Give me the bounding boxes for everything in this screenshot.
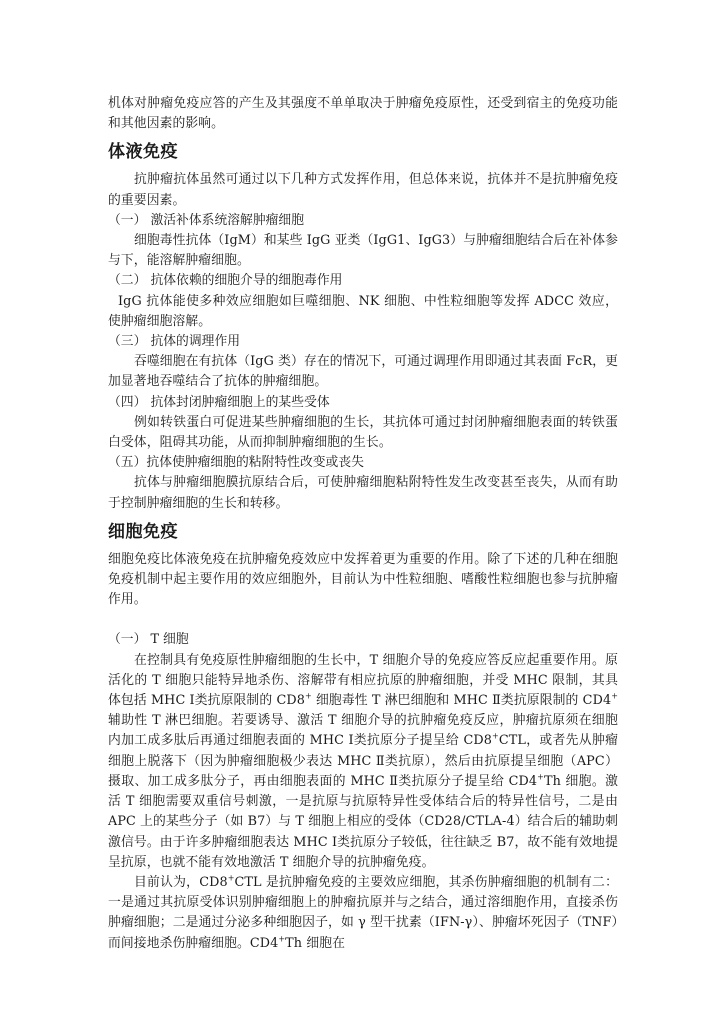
humoral-item-2-title: （二） 抗体依赖的细胞介导的细胞毒作用 xyxy=(108,273,343,289)
humoral-item-3-body: 吞噬细胞在有抗体（IgG 类）存在的情况下，可通过调理作用即通过其表面 FcR，更加显著地吞噬结合了抗体的肿瘤细胞。 xyxy=(108,354,618,390)
tcell-paragraph-1 xyxy=(108,651,618,873)
superscript-plus: + xyxy=(304,691,312,701)
section-heading-cellular: 细胞免疫 xyxy=(108,521,178,542)
humoral-item-4-title: （四） 抗体封闭肿瘤细胞上的某些受体 xyxy=(108,394,330,410)
cellular-lead-paragraph: 细胞免疫比体液免疫在抗肿瘤免疫效应中发挥着更为重要的作用。除了下述的几种在细胞免疫机制中起主要作用的效应细胞外，目前认为中性粒细胞、嗜酸性粒细胞也参与抗肿瘤作用。 xyxy=(108,551,618,608)
section-heading-humoral: 体液免疫 xyxy=(108,142,178,163)
tcell-p2-part-a: 目前认为，CD8 xyxy=(134,874,228,890)
tcell-p1-part-a: 在控制具有免疫原性肿瘤细胞的生长中，T 细胞介导的免疫应答反应起重要作用。原活化的 T 细胞只能特异地杀伤、溶解带有相应抗原的肿瘤细胞，并受 MHC 限制，其具体包括 MHC Ⅰ类抗原限制的 CD8 xyxy=(108,652,618,709)
humoral-item-5-title: （五）抗体使肿瘤细胞的粘附特性改变或丧失 xyxy=(108,455,364,471)
superscript-plus: + xyxy=(278,934,286,944)
tcell-p1-part-e: Th 细胞。激活 T 细胞需要双重信号刺激，一是抗原与抗原特异性受体结合后的特异性信号，二是由 APC 上的某些分子（如 B7）与 T 细胞上相应的受体（CD28/CTLA-4）结合后的辅助刺激信号。由于许多肿瘤细胞表达 MHC Ⅰ类抗原分子较低，往往缺乏 B7，故不能有效地提呈抗原，也就不能有效地激活 T 细胞介导的抗肿瘤免疫。 xyxy=(108,773,619,870)
tcell-p2-part-b: CTL 是抗肿瘤免疫的主要效应细胞，其杀伤肿瘤细胞的机制有二：一是通过其抗原受体识别肿瘤细胞上的肿瘤抗原并与之结合，通过溶细胞作用，直接杀伤肿瘤细胞；二是通过分泌多种细胞因子，如 γ 型干扰素（IFN-γ）、肿瘤坏死因子（TNF）而间接地杀伤肿瘤细胞。CD4 xyxy=(108,874,618,951)
humoral-lead-paragraph: 抗肿瘤抗体虽然可通过以下几种方式发挥作用，但总体来说，抗体并不是抗肿瘤免疫的重要因素。 xyxy=(108,172,618,208)
tcell-p2-part-c: Th 细胞在 xyxy=(285,935,346,951)
humoral-item-1-body: 细胞毒性抗体（IgM）和某些 IgG 亚类（IgG1、IgG3）与肿瘤细胞结合后在补体参与下，能溶解肿瘤细胞。 xyxy=(108,233,618,269)
tcell-p1-part-c: 辅助性 T 淋巴细胞。若要诱导、激活 T 细胞介导的抗肿瘤免疫反应，肿瘤抗原须在细胞内加工成多肽后再通过细胞表面的 MHC Ⅰ类抗原分子提呈给 CD8 xyxy=(108,713,618,749)
document-page xyxy=(108,94,618,954)
humoral-item-5-body: 抗体与肿瘤细胞膜抗原结合后，可使肿瘤细胞粘附特性发生改变甚至丧失，从而有助于控制肿瘤细胞的生长和转移。 xyxy=(108,475,618,511)
superscript-plus: + xyxy=(537,772,544,782)
superscript-plus: + xyxy=(227,873,235,883)
superscript-plus: + xyxy=(611,691,618,701)
tcell-title: （一） T 细胞 xyxy=(108,632,189,648)
intro-paragraph: 机体对肿瘤免疫应答的产生及其强度不单单取决于肿瘤免疫原性，还受到宿主的免疫功能和其他因素的影响。 xyxy=(108,96,618,132)
humoral-item-4-body: 例如转铁蛋白可促进某些肿瘤细胞的生长，其抗体可通过封闭肿瘤细胞表面的转铁蛋白受体，阻碍其功能，从而抑制肿瘤细胞的生长。 xyxy=(108,414,618,451)
superscript-plus: + xyxy=(492,732,499,742)
tcell-paragraph-2 xyxy=(108,873,618,954)
humoral-item-3-title: （三） 抗体的调理作用 xyxy=(108,334,241,350)
paragraph-gap xyxy=(108,610,618,630)
humoral-item-2-body: IgG 抗体能使多种效应细胞如巨噬细胞、NK 细胞、中性粒细胞等发挥 ADCC 效应，使肿瘤细胞溶解。 xyxy=(108,293,618,329)
tcell-p1-part-d: CTL，或者先从肿瘤细胞上脱落下（因为肿瘤细胞极少表达 MHC Ⅱ类抗原），然后由抗原提呈细胞（APC）摄取、加工成多肽分子，再由细胞表面的 MHC Ⅱ类抗原分子提呈给 CD4 xyxy=(108,733,618,789)
humoral-item-1-title: （一） 激活补体系统溶解肿瘤细胞 xyxy=(108,212,305,228)
tcell-p1-part-b: 细胞毒性 T 淋巴细胞和 MHC Ⅱ类抗原限制的 CD4 xyxy=(311,693,612,709)
